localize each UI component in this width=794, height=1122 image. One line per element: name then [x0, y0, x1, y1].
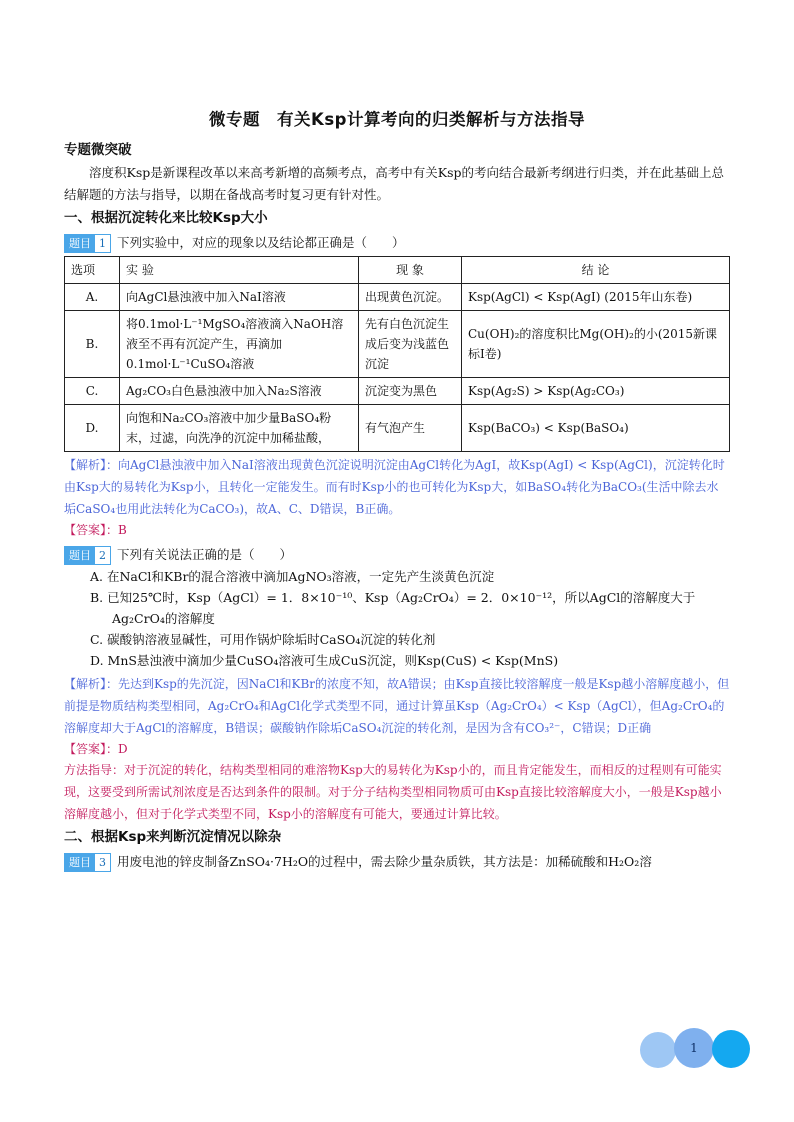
question-tag [64, 546, 111, 565]
question-number: 1 [99, 236, 106, 250]
option-c: C. 碳酸钠溶液显碱性，可用作锅炉除垢时CaSO₄沉淀的转化剂 [90, 632, 436, 647]
question-3-stem: 用废电池的锌皮制备ZnSO₄·7H₂O的过程中，需去除少量杂质铁，其方法是：加稀硫酸和H₂O₂溶 [117, 854, 652, 869]
question-tag-label: 题目 [65, 235, 95, 252]
question-1-stem: 下列实验中，对应的现象以及结论都正确是（ ） [117, 235, 405, 250]
question-1-header [64, 232, 730, 254]
option-d: D. MnS悬浊液中滴加少量CuSO₄溶液可生成CuS沉淀，则Ksp(CuS) < Ksp(MnS) [90, 653, 559, 668]
table-row [65, 378, 730, 405]
table-cell: A. [65, 284, 120, 311]
intro-heading: 专题微突破 [64, 142, 132, 158]
question-tag [64, 234, 111, 253]
option-b: B. 已知25℃时，Ksp（AgCl）= 1．8×10⁻¹⁰、Ksp（Ag₂CrO₄）= 2．0×10⁻¹²，所以AgCl的溶解度大于 [90, 590, 696, 605]
table-cell: Ksp(AgCl) < Ksp(AgI) (2015年山东卷) [462, 284, 730, 311]
question-2-answer: 【答案】：D [64, 742, 128, 756]
question-2-analysis: 【解析】：先达到Ksp的先沉淀，因NaCl和KBr的浓度不知，故A错误；由Ksp直接比较溶解度一般是Ksp越小溶解度越小，但前提是物质结构类型相同，Ag₂CrO₄和AgCl化学式类型不同，通过计算虽Ksp（Ag₂CrO₄）< Ksp（AgCl），但Ag₂CrO₄的溶解度却大于AgCl的溶解度，B错误；碳酸钠作除垢CaSO₄沉淀的转化剂，是因为含有CO₃²⁻，C错误；D正确 [64, 677, 730, 735]
table-header-cell: 结 论 [462, 257, 730, 284]
decor-circle [640, 1032, 676, 1068]
table-cell: D. [65, 405, 120, 452]
page-title: 微专题 有关Ksp计算考向的归类解析与方法指导 [209, 110, 585, 129]
section-2-heading: 二、根据Ksp来判断沉淀情况以除杂 [64, 829, 282, 845]
table-cell: 沉淀变为黑色 [359, 378, 462, 405]
method-guidance: 方法指导：对于沉淀的转化，结构类型相同的难溶物Ksp大的易转化为Ksp小的，而且肯定能发生，而相反的过程则有可能实现，这要受到所需试剂浓度是否达到条件的限制。对于分子结构类型相同物质可由Ksp直接比较溶解度大小，一般是Ksp越小溶解度越小，但对于化学式类型不同，Ksp小的溶解度有可能大，要通过计算比较。 [64, 763, 722, 821]
decor-circle [712, 1030, 750, 1068]
question-tag [64, 853, 111, 872]
table-cell: Cu(OH)₂的溶度积比Mg(OH)₂的小(2015新课标I卷) [462, 311, 730, 378]
question-1-answer: 【答案】：B [64, 523, 127, 537]
table-header-cell: 选项 [65, 257, 120, 284]
table-cell: 向AgCl悬浊液中加入NaI溶液 [120, 284, 359, 311]
table-header-cell: 现 象 [359, 257, 462, 284]
table-header-row [65, 257, 730, 284]
question-number: 3 [99, 855, 106, 869]
document-page [64, 100, 730, 873]
question-1-analysis: 【解析】：向AgCl悬浊液中加入NaI溶液出现黄色沉淀说明沉淀由AgCl转化为AgI，故Ksp(AgI) < Ksp(AgCl)，沉淀转化时由Ksp大的易转化为Ksp小，且转化一定能发生。而有时Ksp小的也可转化为Ksp大，如BaSO₄转化为BaCO₃(生活中除去水垢CaSO₄也用此法转化为CaCO₃)，故A、C、D错误，B正确。 [64, 458, 725, 516]
question-1-table [64, 256, 730, 452]
table-cell: C. [65, 378, 120, 405]
table-cell: Ksp(BaCO₃) < Ksp(BaSO₄) [462, 405, 730, 452]
table-cell: Ag₂CO₃白色悬浊液中加入Na₂S溶液 [120, 378, 359, 405]
table-row [65, 311, 730, 378]
table-cell: Ksp(Ag₂S) > Ksp(Ag₂CO₃) [462, 378, 730, 405]
table-row [65, 405, 730, 452]
table-cell: 有气泡产生 [359, 405, 462, 452]
table-cell: 先有白色沉淀生成后变为浅蓝色沉淀 [359, 311, 462, 378]
table-row [65, 284, 730, 311]
table-cell: B. [65, 311, 120, 378]
table-cell: 向饱和Na₂CO₃溶液中加少量BaSO₄粉末，过滤，向洗净的沉淀中加稀盐酸， [120, 405, 359, 452]
question-tag-label: 题目 [65, 547, 95, 564]
question-number: 2 [99, 548, 106, 562]
question-2-header [64, 544, 730, 566]
page-number-badge [640, 1028, 752, 1068]
intro-paragraph: 溶度积Ksp是新课程改革以来高考新增的高频考点，高考中有关Ksp的考向结合最新考纲进行归类，并在此基础上总结解题的方法与指导，以期在备战高考时复习更有针对性。 [64, 165, 725, 202]
page-number: 1 [674, 1028, 714, 1068]
table-cell: 将0.1mol·L⁻¹MgSO₄溶液滴入NaOH溶液至不再有沉淀产生，再滴加0.1mol·L⁻¹CuSO₄溶液 [120, 311, 359, 378]
question-2-stem: 下列有关说法正确的是（ ） [117, 547, 293, 562]
table-header-cell: 实 验 [120, 257, 359, 284]
option-b-continued: Ag₂CrO₄的溶解度 [112, 611, 215, 626]
option-a: A. 在NaCl和KBr的混合溶液中滴加AgNO₃溶液，一定先产生淡黄色沉淀 [90, 569, 495, 584]
question-tag-label: 题目 [65, 854, 95, 871]
section-1-heading: 一、根据沉淀转化来比较Ksp大小 [64, 210, 268, 226]
question-3-header [64, 851, 730, 873]
table-cell: 出现黄色沉淀。 [359, 284, 462, 311]
